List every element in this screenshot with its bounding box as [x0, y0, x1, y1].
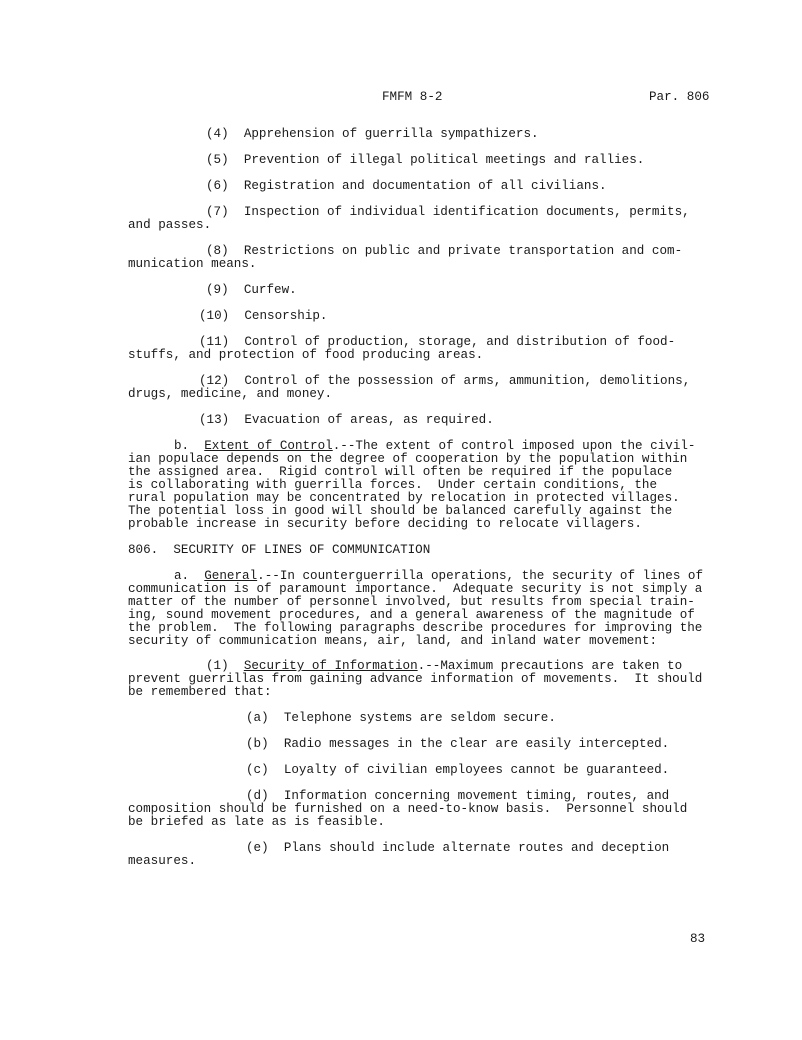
sub-list-item-text: Telephone systems are seldom secure. [283, 711, 556, 725]
list-item [199, 310, 328, 323]
paragraph-line: be briefed as late as is feasible. [128, 815, 385, 829]
sub-list-item-number: (e) [246, 841, 269, 855]
paragraph-heading: Extent of Control [204, 439, 333, 453]
paragraph-heading: General [204, 569, 258, 583]
paragraph-line: be remembered that: [128, 685, 272, 699]
paragraph-line: communication is of paramount importance. Adequate security is not simply a [128, 582, 703, 596]
paragraph-line: is collaborating with guerrilla forces. Under certain conditions, the [128, 478, 658, 492]
list-item-number: (10) [199, 309, 230, 323]
paragraph-line: composition should be furnished on a need-to-know basis. Personnel should [128, 802, 688, 816]
section-heading: 806. SECURITY OF LINES OF COMMUNICATION [128, 543, 431, 557]
list-item-number: (13) [199, 413, 230, 427]
list-item-text: Curfew. [243, 283, 297, 297]
list-item [206, 180, 607, 193]
page-number: 83 [690, 932, 706, 946]
paragraph-line: the problem. The following paragraphs describe procedures for improving the [128, 621, 703, 635]
document-title: FMFM 8-2 [382, 90, 443, 104]
paragraph-letter: a. [174, 569, 190, 583]
list-item-number: (4) [206, 127, 229, 141]
paragraph-line: ian populace depends on the degree of cooperation by the population within [128, 452, 688, 466]
paragraph-text: .--In counterguerrilla operations, the security of lines of [257, 569, 704, 583]
subparagraph-text: .--Maximum precautions are taken to [417, 659, 683, 673]
list-item-number: (9) [206, 283, 229, 297]
list-item-text: Restrictions on public and private transportation and com- [243, 244, 683, 258]
list-item-continuation: stuffs, and protection of food producing areas. [128, 348, 484, 362]
sub-list-item-number: (b) [246, 737, 269, 751]
list-item-number: (11) [199, 335, 230, 349]
list-item-number: (8) [206, 244, 229, 258]
sub-list-item-text: Radio messages in the clear are easily intercepted. [283, 737, 670, 751]
sub-list-item [246, 842, 669, 855]
subparagraph-heading: Security of Information [243, 659, 418, 673]
paragraph-line: probable increase in security before deciding to relocate villagers. [128, 517, 642, 531]
list-item-number: (6) [206, 179, 229, 193]
sub-list-item-number: (a) [246, 711, 269, 725]
subparagraph-number: (1) [206, 659, 229, 673]
list-item [206, 154, 644, 167]
sub-list-item [246, 712, 556, 725]
sub-list-item-number: (c) [246, 763, 269, 777]
list-item [206, 284, 297, 297]
paragraph-line: matter of the number of personnel involved, but results from special train- [128, 595, 695, 609]
list-item-continuation: drugs, medicine, and money. [128, 387, 333, 401]
list-item-text: Control of the possession of arms, ammunition, demolitions, [244, 374, 691, 388]
list-item-continuation: munication means. [128, 257, 257, 271]
list-item-number: (5) [206, 153, 229, 167]
paragraph-letter: b. [174, 439, 190, 453]
list-item [206, 128, 539, 141]
list-item-text: Apprehension of guerrilla sympathizers. [243, 127, 539, 141]
list-item [206, 206, 690, 219]
list-item-text: Control of production, storage, and distribution of food- [244, 335, 676, 349]
list-item-text: Evacuation of areas, as required. [244, 413, 494, 427]
sub-list-item-text: Information concerning movement timing, routes, and [283, 789, 670, 803]
paragraph-line: The potential loss in good will should be balanced carefully against the [128, 504, 673, 518]
paragraph-line: rural population may be concentrated by relocation in protected villages. [128, 491, 680, 505]
list-item-text: Registration and documentation of all civilians. [243, 179, 607, 193]
list-item-text: Prevention of illegal political meetings and rallies. [243, 153, 645, 167]
sub-list-item-text: Plans should include alternate routes and deception [283, 841, 670, 855]
list-item-continuation: and passes. [128, 218, 212, 232]
paragraph-line: security of communication means, air, land, and inland water movement: [128, 634, 658, 648]
sub-list-item-number: (d) [246, 789, 269, 803]
list-item-continuation: measures. [128, 854, 197, 868]
paragraph-line: the assigned area. Rigid control will often be required if the populace [128, 465, 673, 479]
sub-list-item [246, 764, 669, 777]
list-item-text: Censorship. [244, 309, 328, 323]
sub-list-item [246, 738, 669, 751]
list-item-text: Inspection of individual identification documents, permits, [243, 205, 690, 219]
paragraph-line: ing, sound movement procedures, and a general awareness of the magnitude of [128, 608, 695, 622]
list-item-number: (12) [199, 374, 230, 388]
list-item [199, 414, 494, 427]
sub-list-item-text: Loyalty of civilian employees cannot be guaranteed. [283, 763, 670, 777]
paragraph-text: .--The extent of control imposed upon the civil- [332, 439, 696, 453]
list-item-number: (7) [206, 205, 229, 219]
paragraph-line: prevent guerrillas from gaining advance information of movements. It should [128, 672, 703, 686]
paragraph-reference: Par. 806 [649, 90, 710, 104]
list-item [206, 245, 682, 258]
